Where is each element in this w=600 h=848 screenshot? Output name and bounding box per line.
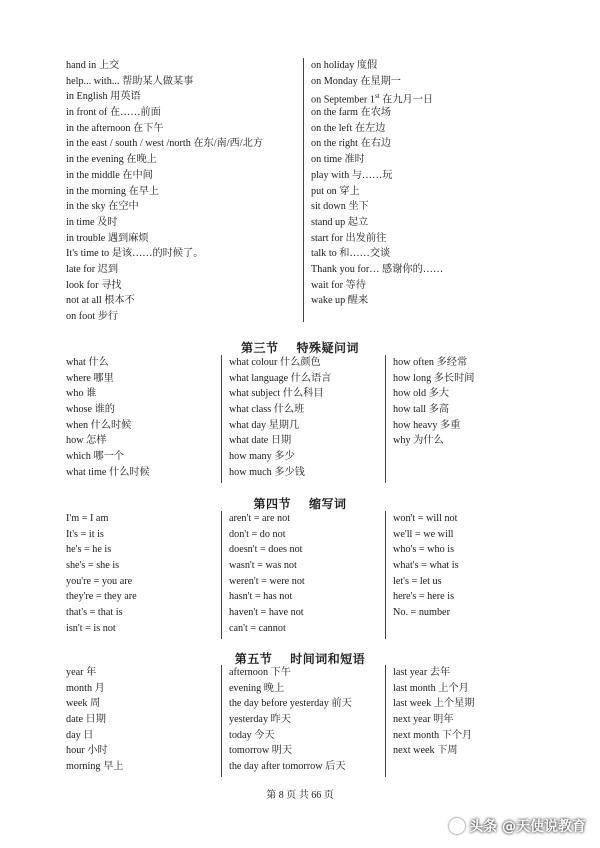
list-item: on the right 在右边 [311,138,392,150]
list-item: what date 日期 [229,435,292,447]
list-item: yesterday 昨天 [229,714,291,726]
list-item: how heavy 多重 [393,419,461,431]
watermark-logo-icon [449,818,465,834]
list-item: haven't = have not [229,607,304,619]
list-item: I'm = I am [66,513,109,524]
list-item: that's = that is [66,607,123,619]
list-item: she's = she is [66,560,120,572]
list-item: what subject 什么科目 [229,388,324,400]
list-item: on the left 在左边 [311,122,386,134]
question-words-col-1 [66,355,216,481]
list-item: where 哪里 [66,372,114,384]
list-item: It's time to 是该……的时候了。 [66,248,204,260]
list-item: talk to 和……交谈 [311,248,391,260]
section-title: 时间词和短语 [290,652,366,666]
list-item: what language 什么语言 [229,372,332,384]
list-item: he's = he is [66,544,112,556]
list-item: how tall 多高 [393,404,450,416]
list-item: in the east / south / west /north 在东/南/西/北方 [66,138,263,150]
list-item: late for 迟到 [66,263,119,275]
list-item: on time 准时 [311,154,365,166]
list-item: today 今天 [229,729,275,741]
list-item: in the morning 在早上 [66,185,160,197]
list-item: when 什么时候 [66,419,132,431]
column-divider [385,665,386,777]
list-item: the day after tomorrow 后天 [229,761,346,773]
list-item: why 为什么 [393,435,444,447]
list-item: weren't = were not [229,575,305,587]
phrase-list-right [311,58,541,309]
list-item: last month 上个月 [393,682,469,694]
list-item: It's = it is [66,528,104,540]
list-item: how much 多少钱 [229,466,305,478]
list-item: play with 与……玩 [311,169,393,181]
list-item: next year 明年 [393,714,454,726]
list-item: put on 穿上 [311,185,360,197]
watermark [449,816,586,836]
list-item: next month 下个月 [393,729,473,741]
list-item: evening 晚上 [229,682,285,694]
list-item: start for 出发前往 [311,232,387,244]
list-item: won't = will not [393,513,458,524]
list-item: how 怎样 [66,435,107,447]
list-item: date 日期 [66,714,106,726]
list-item: next week 下周 [393,745,458,757]
list-item: in the sky 在空中 [66,201,139,213]
list-item: morning 早上 [66,761,124,773]
list-item: on the farm 在农场 [311,107,392,119]
list-item: how long 多长时间 [393,372,475,384]
list-item: aren't = are not [229,513,291,524]
list-item: help... with... 帮助某人做某事 [66,75,194,87]
list-item: what's = what is [393,560,459,572]
list-item: on holiday 度假 [311,60,378,71]
list-item: how many 多少 [229,451,295,463]
section-4-heading [0,495,600,512]
column-divider [385,355,386,483]
list-item: the day before yesterday 前天 [229,698,352,710]
time-words-col-1 [66,665,216,775]
list-item: on September 1st 在九月一日 [311,92,434,106]
contractions-col-3 [393,511,543,621]
list-item: wait for 等待 [311,279,366,291]
list-item: in English 用英语 [66,91,141,103]
list-item: hasn't = has not [229,591,293,603]
column-divider [221,511,222,639]
list-item: let's = let us [393,575,442,587]
question-words-col-3 [393,355,543,449]
section-3-heading [0,339,600,356]
list-item: Thank you for… 感谢你的…… [311,263,444,275]
list-item: who's = who is [393,544,455,556]
list-item: we'll = we will [393,528,454,540]
column-divider [385,511,386,639]
list-item: in trouble 遇到麻烦 [66,232,149,244]
list-item: you're = you are [66,575,133,587]
list-item: look for 寻找 [66,279,122,291]
time-words-col-2 [229,665,379,775]
list-item: isn't = is not [66,622,116,634]
list-item: in time 及时 [66,216,118,228]
list-item: here's = here is [393,591,455,603]
contractions-col-2 [229,511,379,637]
list-item: wake up 醒来 [311,295,369,307]
list-item: what colour 什么颜色 [229,357,321,368]
list-item: can't = cannot [229,622,286,634]
list-item: stand up 起立 [311,216,369,228]
list-item: afternoon 下午 [229,667,291,678]
contractions-col-1 [66,511,216,637]
list-item: last year 去年 [393,667,451,678]
list-item: what 什么 [66,357,109,368]
column-divider [221,355,222,483]
watermark-text: 头条 @天使说教育 [469,819,586,835]
list-item: don't = do not [229,528,286,540]
list-item: tomorrow 明天 [229,745,293,757]
list-item: on Monday 在星期一 [311,75,401,87]
section-number: 第四节 [253,497,291,511]
list-item: who 谁 [66,388,97,400]
list-item: what day 星期几 [229,419,300,431]
question-words-col-2 [229,355,379,481]
list-item: in the afternoon 在下午 [66,122,164,134]
list-item: doesn't = does not [229,544,303,556]
list-item: in front of 在……前面 [66,107,161,119]
list-item: what time 什么时候 [66,466,150,478]
list-item: No. = number [393,607,450,619]
list-item: last week 上个星期 [393,698,475,710]
list-item: how old 多大 [393,388,450,400]
list-item: day 日 [66,729,94,741]
list-item: hour 小时 [66,745,108,757]
column-divider [221,665,222,777]
list-item: year 年 [66,667,97,678]
section-title: 特殊疑问词 [296,341,360,355]
section-title: 缩写词 [309,497,347,511]
phrase-list-left [66,58,296,325]
list-item: what class 什么班 [229,404,305,416]
list-item: in the middle 在中间 [66,169,153,181]
list-item: not at all 根本不 [66,295,135,307]
time-words-col-3 [393,665,543,759]
list-item: hand in 上交 [66,60,120,71]
list-item: on foot 步行 [66,311,119,322]
list-item: in the evening 在晚上 [66,154,157,166]
list-item: week 周 [66,698,101,710]
list-item: sit down 坐下 [311,201,369,213]
list-item: whose 谁的 [66,404,115,416]
list-item: how often 多经常 [393,357,468,368]
list-item: wasn't = was not [229,560,297,572]
list-item: month 月 [66,682,105,694]
section-number: 第三节 [240,341,279,355]
section-number: 第五节 [234,652,273,666]
list-item: they're = they are [66,591,137,603]
list-item: which 哪一个 [66,451,125,463]
page-number: 第 8 页 共 66 页 [266,790,334,801]
column-divider [303,58,304,322]
